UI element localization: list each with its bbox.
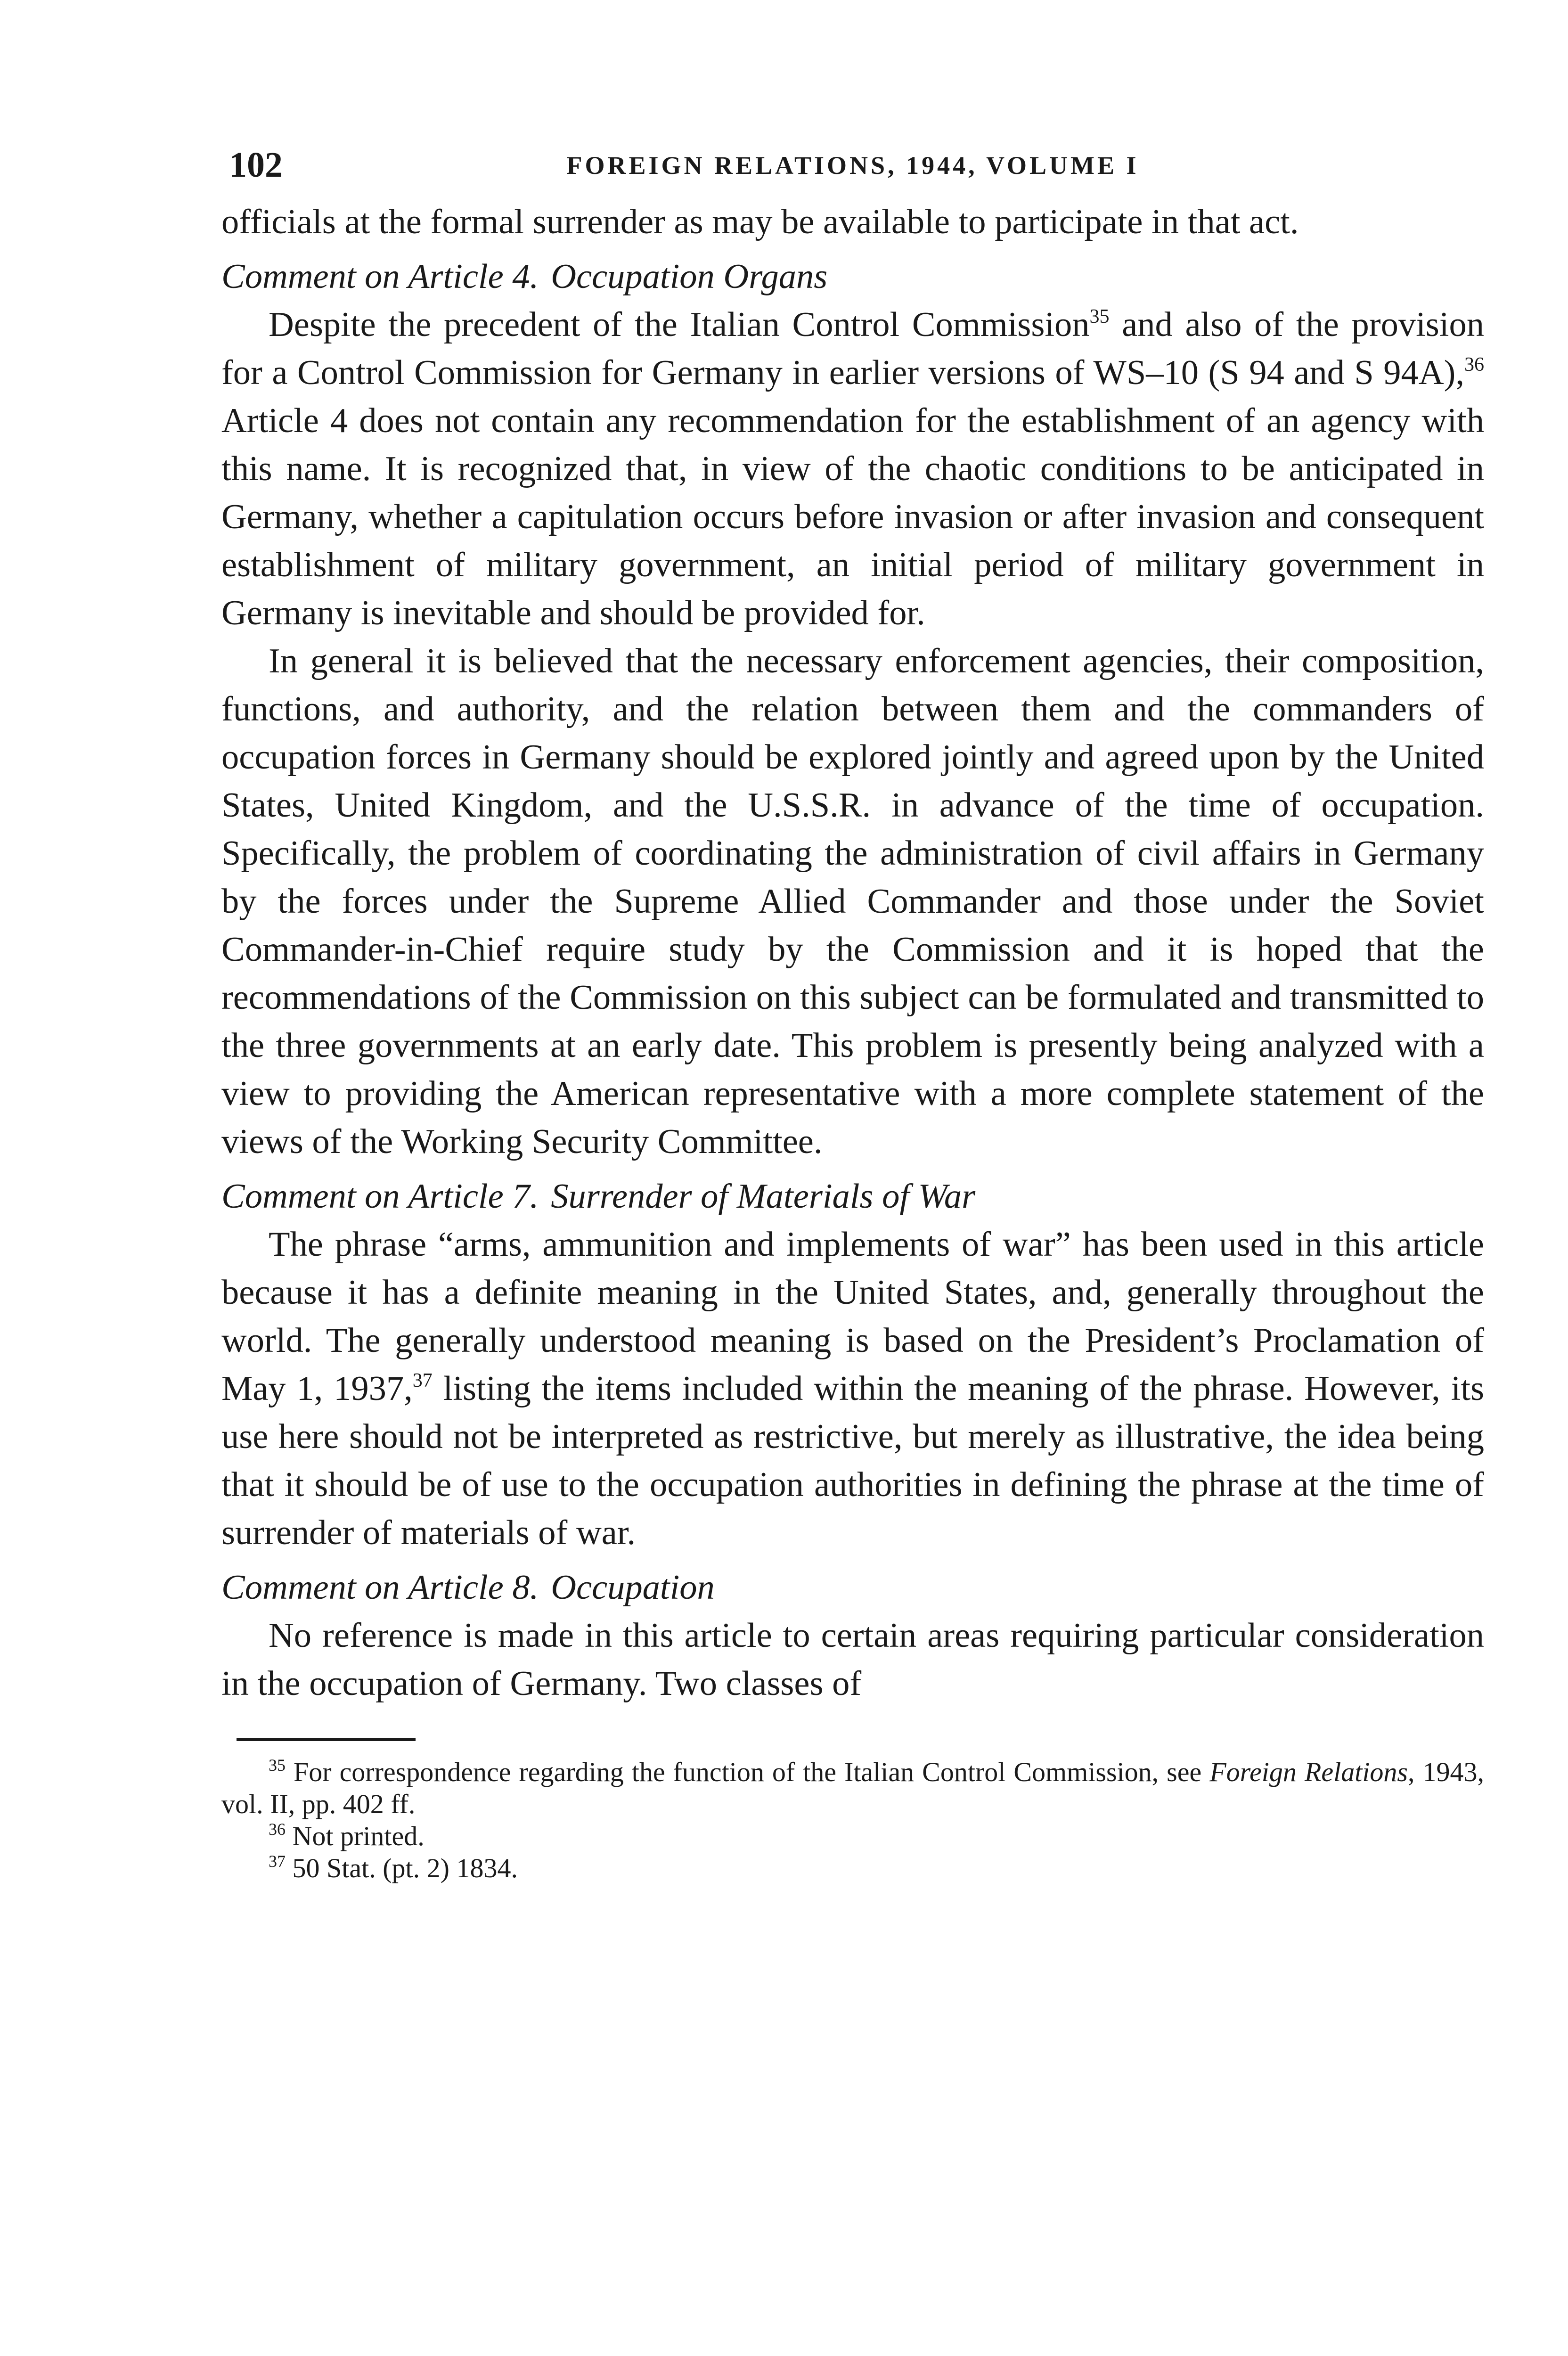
footnote-text: , pp. 402 ff. bbox=[288, 1789, 416, 1819]
footnote-ref-35: 35 bbox=[1089, 306, 1110, 327]
comment-heading-article-7 bbox=[221, 1172, 1484, 1220]
paragraph-text: and also of the provision for a Control Commission for Germany in earlier versions of WS–10 (S 94 and S 94A), bbox=[221, 305, 1484, 392]
footnote-divider bbox=[237, 1738, 416, 1741]
document-page bbox=[221, 141, 1484, 1884]
comment-title: Surrender of Materials of War bbox=[551, 1177, 976, 1216]
comment-title: Occupation Organs bbox=[551, 257, 828, 296]
comment-label: Comment on Article 4. bbox=[221, 257, 539, 296]
comment-heading-article-8 bbox=[221, 1563, 1484, 1612]
paragraph-text: Article 4 does not contain any recommendation for the establishment of an agency with this name. It is recognized that, in view of the chaotic conditions to be anticipated in Germany, whether a capitulation occurs before invasion or after invasion and consequent establishment of military government, an initial period of military government in Germany is inevitable and should be provided for. bbox=[221, 401, 1484, 632]
footnote-text: , 1943, vol. bbox=[221, 1757, 1485, 1819]
comment-heading-article-4 bbox=[221, 253, 1484, 301]
paragraph-article-4-precedent bbox=[221, 301, 1484, 637]
footnote-text: 50 Stat. (pt. 2) 1834. bbox=[286, 1853, 518, 1883]
paragraph-article-7 bbox=[221, 1220, 1484, 1557]
comment-label: Comment on Article 8. bbox=[221, 1568, 539, 1607]
footnote-35 bbox=[221, 1756, 1484, 1820]
footnote-volume: II bbox=[270, 1789, 288, 1819]
paragraph-text: The phrase “arms, ammunition and implements of war” has been used in this article because it has a definite meaning in the United States, and, generally throughout the world. The generally understood meaning is based on the President’s Proclamation of May 1, 1937, bbox=[221, 1225, 1484, 1408]
comment-title: Occupation bbox=[551, 1568, 715, 1607]
footnote-text: Not printed. bbox=[286, 1821, 425, 1851]
comment-label: Comment on Article 7. bbox=[221, 1177, 539, 1216]
footnote-text: For correspondence regarding the function of the Italian Control Commission, see bbox=[286, 1757, 1210, 1787]
footnote-37 bbox=[221, 1852, 1484, 1884]
paragraph-text: listing the items included within the meaning of the phrase. However, its use here should not be interpreted as restrictive, but merely as illustrative, the idea being that it should be of use to the occupation authorities in defining the phrase at the time of surrender of materials of war. bbox=[221, 1369, 1485, 1552]
footnote-number: 36 bbox=[269, 1820, 286, 1839]
footnote-36 bbox=[221, 1820, 1484, 1852]
footnotes bbox=[221, 1756, 1484, 1884]
footnote-number: 37 bbox=[269, 1852, 286, 1871]
paragraph-article-4-general: In general it is believed that the necessary enforcement agencies, their composition, functions, and authority, and the relation between them and the commanders of occupation forces in Germany should be explored jointly and agreed upon by the United States, United Kingdom, and the U.S.S.R. in advance of the time of occupation. Specifically, the problem of coordinating the administration of civil affairs in Germany by the forces under the Supreme Allied Commander and those under the Soviet Commander-in-Chief require study by the Commission and it is hoped that the recommendations of the Commission on this subject can be formulated and transmitted to the three governments at an early date. This problem is presently being analyzed with a view to providing the American representative with a more complete statement of the views of the Working Security Committee. bbox=[221, 642, 1484, 1161]
running-head bbox=[221, 141, 1484, 198]
intro-paragraph: officials at the formal surrender as may be available to participate in that act. bbox=[221, 203, 1299, 241]
footnote-ref-37: 37 bbox=[412, 1370, 433, 1391]
footnote-citation: Foreign Relations bbox=[1209, 1757, 1408, 1787]
footnote-ref-36: 36 bbox=[1464, 354, 1484, 376]
paragraph-text: Despite the precedent of the Italian Control Commission bbox=[269, 305, 1090, 344]
footnote-number: 35 bbox=[269, 1756, 286, 1775]
page-number: 102 bbox=[229, 145, 283, 185]
running-title: FOREIGN RELATIONS, 1944, VOLUME I bbox=[566, 151, 1139, 180]
paragraph-article-8: No reference is made in this article to certain areas requiring particular consideration in the occupation of Germany. Two classes of bbox=[221, 1616, 1484, 1703]
